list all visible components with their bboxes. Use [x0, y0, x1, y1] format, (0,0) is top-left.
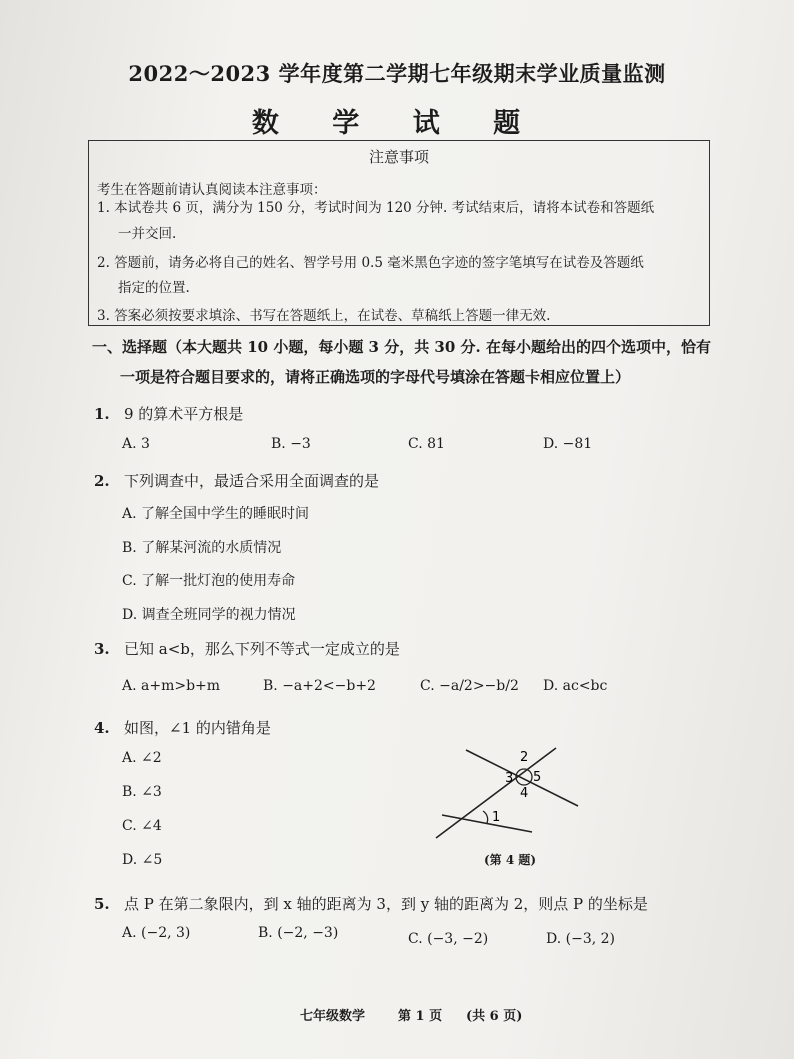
footer-page-number: 第 1 页	[398, 1009, 443, 1024]
notice-intro: 考生在答题前请认真阅读本注意事项：	[97, 182, 327, 198]
question-number: 1.	[94, 405, 110, 423]
q4-option-c: C. ∠4	[122, 818, 162, 834]
angle-label-2: 2	[520, 750, 529, 765]
question-4	[94, 717, 271, 738]
q4-option-a: A. ∠2	[122, 750, 162, 766]
question-stem: 下列调查中，最适合采用全面调查的是	[124, 472, 380, 490]
q3-option-b: B. −a+2<−b+2	[263, 678, 376, 694]
q5-option-c: C. (−3, −2)	[408, 931, 489, 947]
question-stem: 如图，∠1 的内错角是	[124, 719, 271, 737]
q2-option-c: C. 了解一批灯泡的使用寿命	[122, 573, 296, 589]
footer-subject: 七年级数学	[300, 1009, 366, 1024]
q5-option-b: B. (−2, −3)	[258, 925, 339, 941]
question-3	[94, 638, 400, 659]
angle-arc	[483, 811, 488, 823]
question-number: 3.	[94, 640, 110, 658]
question-number: 4.	[94, 719, 110, 737]
question-number: 5.	[94, 895, 110, 913]
q1-option-b: B. −3	[271, 436, 311, 452]
q5-option-d: D. (−3, 2)	[546, 931, 615, 947]
angle-label-5: 5	[533, 770, 542, 785]
q4-option-b: B. ∠3	[122, 784, 162, 800]
q1-option-c: C. 81	[408, 436, 445, 452]
q2-option-d: D. 调查全班同学的视力情况	[122, 607, 296, 623]
section-heading-line1: 一、选择题（本大题共 10 小题，每小题 3 分，共 30 分. 在每小题给出的四个选项中，恰有	[92, 338, 711, 356]
notice-item-2-cont: 指定的位置.	[118, 280, 190, 296]
question-2	[94, 470, 379, 491]
notice-title: 注意事项	[368, 148, 429, 166]
section-heading-line2: 一项是符合题目要求的，请将正确选项的字母代号填涂在答题卡相应位置上）	[120, 368, 631, 386]
angle-label-1: 1	[492, 810, 501, 825]
q1-option-d: D. −81	[543, 436, 593, 452]
q4-option-d: D. ∠5	[122, 852, 163, 868]
q3-option-a: A. a+m>b+m	[122, 678, 221, 694]
figure-caption: (第 4 题)	[484, 853, 537, 867]
notice-box	[88, 140, 710, 326]
angle-figure	[430, 740, 590, 840]
q2-option-a: A. 了解全国中学生的睡眠时间	[122, 506, 310, 522]
q3-option-c: C. −a/2>−b/2	[420, 678, 519, 694]
notice-item-2: 2. 答题前，请务必将自己的姓名、智学号用 0.5 毫米黑色字迹的签字笔填写在试卷及答题纸	[97, 255, 644, 271]
question-stem: 9 的算术平方根是	[124, 405, 244, 423]
question-stem: 点 P 在第二象限内，到 x 轴的距离为 3，到 y 轴的距离为 2，则点 P 的坐标是	[124, 895, 648, 913]
q1-option-a: A. 3	[122, 436, 150, 452]
notice-item-1: 1. 本试卷共 6 页，满分为 150 分，考试时间为 120 分钟. 考试结束后，请将本试卷和答题纸	[97, 200, 655, 216]
notice-item-1-cont: 一并交回.	[118, 226, 177, 242]
notice-item-3: 3. 答案必须按要求填涂、书写在答题纸上，在试卷、草稿纸上答题一律无效.	[97, 308, 551, 324]
question-5	[94, 893, 648, 914]
question-stem: 已知 a<b，那么下列不等式一定成立的是	[124, 640, 400, 658]
angle-label-4: 4	[520, 786, 529, 801]
question-number: 2.	[94, 472, 110, 490]
exam-subtitle: 数 学 试 题	[251, 108, 543, 139]
question-1	[94, 403, 243, 424]
angle-label-3: 3	[505, 771, 514, 786]
q3-option-d: D. ac<bc	[543, 678, 608, 694]
q2-option-b: B. 了解某河流的水质情况	[122, 540, 282, 556]
q5-option-a: A. (−2, 3)	[122, 925, 191, 941]
footer-total-pages: (共 6 页)	[466, 1009, 523, 1024]
exam-title: 2022～2023 学年度第二学期七年级期末学业质量监测	[128, 61, 666, 86]
